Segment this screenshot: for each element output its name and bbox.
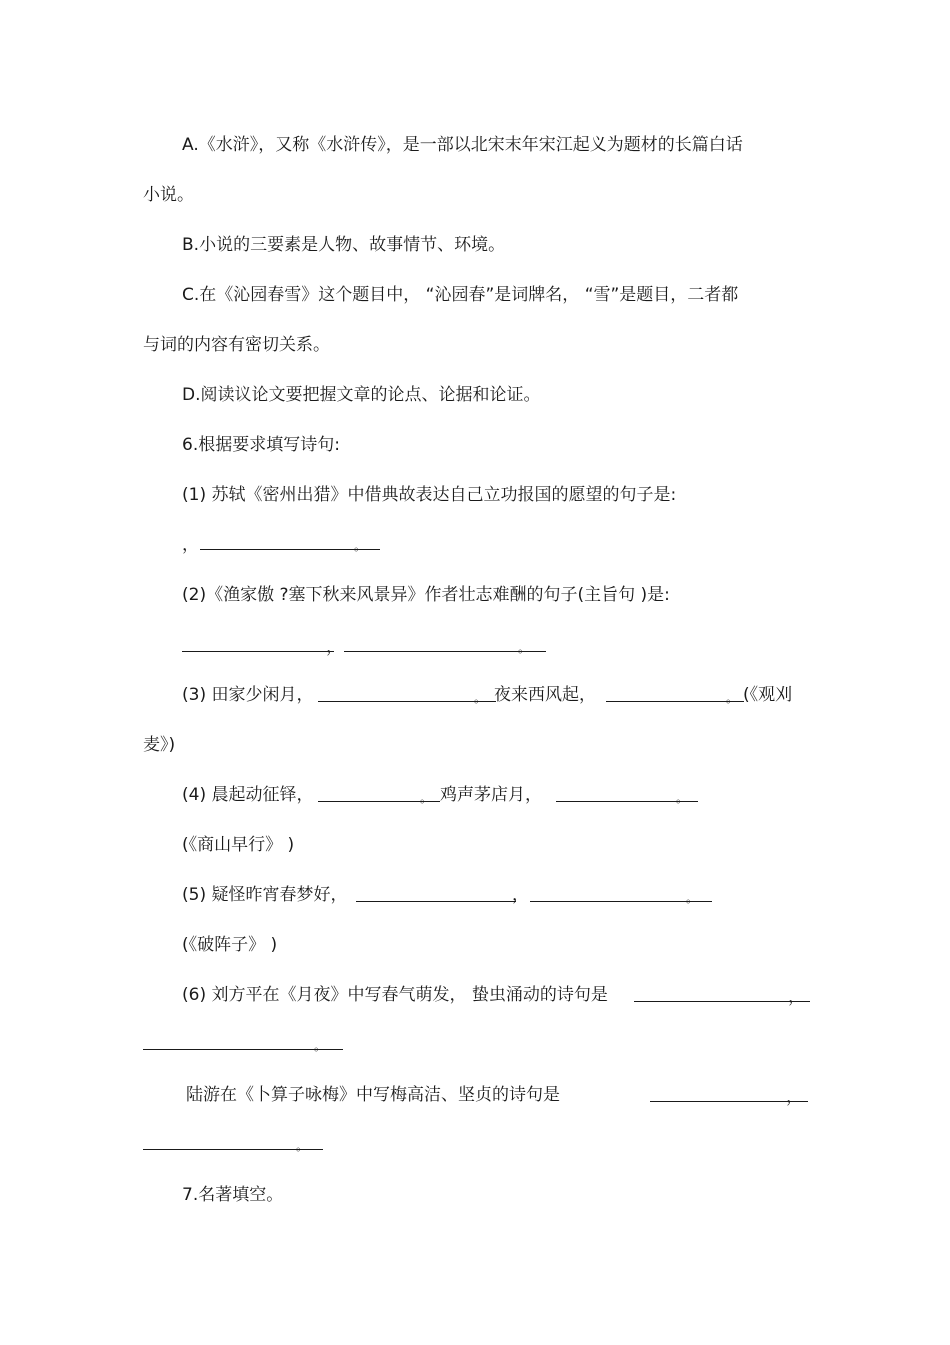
q6-2-comma: ，	[326, 637, 343, 657]
question-7-title: 7.名著填空。	[182, 1185, 284, 1205]
q6-1-period: 。	[354, 539, 367, 553]
q6-6-blank-1[interactable]	[634, 1001, 810, 1002]
q6-5-blank-1[interactable]	[356, 901, 516, 902]
q6-4-part2: 鸡声茅店月，	[440, 785, 542, 805]
q6-4-period-1: 。	[420, 791, 433, 805]
option-d: D.阅读议论文要把握文章的论点、论据和论证。	[182, 385, 541, 405]
q6-6-period: 。	[314, 1039, 327, 1053]
q6-4-period-2: 。	[676, 791, 689, 805]
option-c-line1: C.在《沁园春雪》这个题目中， “沁园春”是词牌名， “雪”是题目，二者都	[182, 285, 739, 305]
question-6-title: 6.根据要求填写诗句:	[182, 435, 340, 455]
q6-5-part1: (5) 疑怪昨宵春梦好，	[182, 885, 348, 905]
q6-5-comma: ，	[512, 885, 529, 905]
q6-1-comma: ，	[182, 535, 199, 555]
q6-3-blank-2[interactable]	[606, 701, 744, 702]
q6-1-prompt: (1) 苏轼《密州出猎》中借典故表达自己立功报国的愿望的句子是:	[182, 485, 677, 505]
q6-7-blank-1[interactable]	[650, 1101, 808, 1102]
q6-3-period-2: 。	[726, 691, 739, 705]
q6-4-source: (《商山早行》 )	[182, 835, 295, 855]
q6-6-prompt: (6) 刘方平在《月夜》中写春气萌发， 蛰虫涌动的诗句是	[182, 985, 608, 1005]
q6-5-source: (《破阵子》 )	[182, 935, 278, 955]
q6-5-blank-2[interactable]	[530, 901, 712, 902]
option-b: B.小说的三要素是人物、故事情节、环境。	[182, 235, 506, 255]
q6-3-part2: 夜来西风起，	[494, 685, 596, 705]
q6-7-period: 。	[296, 1139, 309, 1153]
q6-5-period: 。	[686, 891, 699, 905]
q6-2-blank-2[interactable]	[344, 651, 546, 652]
q6-7-prompt: 陆游在《卜算子咏梅》中写梅高洁、坚贞的诗句是	[186, 1085, 560, 1105]
q6-6-comma: ，	[788, 987, 805, 1007]
q6-4-part1: (4) 晨起动征铎，	[182, 785, 314, 805]
q6-3-period-1: 。	[474, 691, 487, 705]
q6-2-prompt: (2)《渔家傲 ?塞下秋来风景异》作者壮志难酬的句子(主旨句 )是:	[182, 585, 670, 605]
option-a-line2: 小说。	[143, 185, 194, 205]
q6-6-blank-2[interactable]	[143, 1049, 343, 1050]
q6-3-blank-1[interactable]	[318, 701, 496, 702]
option-a-line1: A.《水浒》，又称《水浒传》，是一部以北宋末年宋江起义为题材的长篇白话	[182, 135, 743, 155]
q6-3-source-end: 麦》)	[143, 735, 176, 755]
option-c-line2: 与词的内容有密切关系。	[143, 335, 330, 355]
q6-1-blank[interactable]	[200, 549, 380, 550]
q6-3-part1: (3) 田家少闲月，	[182, 685, 314, 705]
q6-3-source: (《观刈	[743, 685, 793, 705]
q6-2-blank-1[interactable]	[182, 651, 334, 652]
q6-2-period: 。	[518, 641, 531, 655]
q6-7-comma: ，	[786, 1087, 803, 1107]
